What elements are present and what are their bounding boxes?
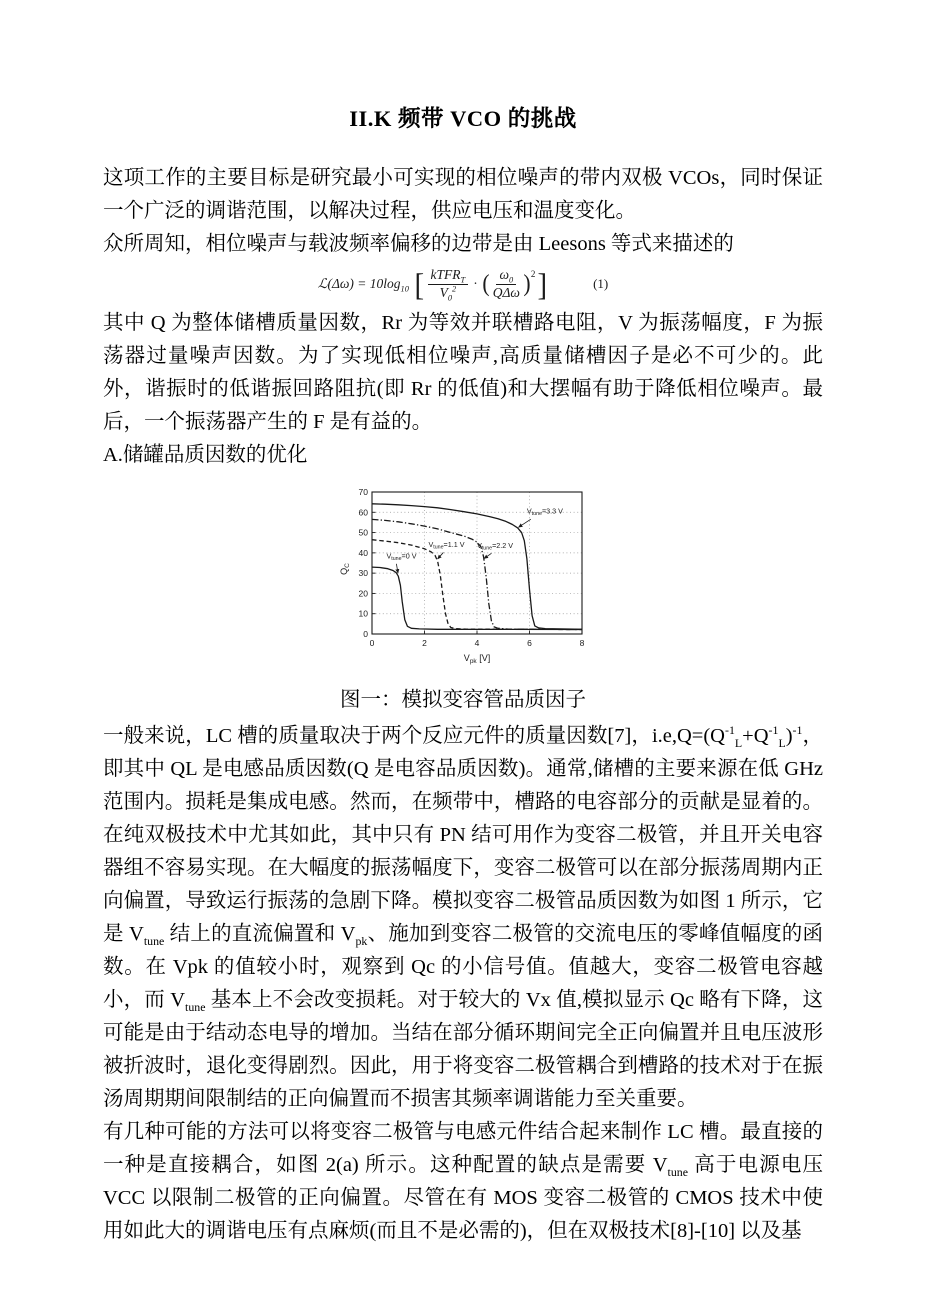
svg-text:0: 0	[369, 638, 375, 648]
svg-text:20: 20	[358, 588, 368, 599]
equation-dot-operator: ·	[473, 276, 478, 291]
svg-text:Vtune=3.3 V: $V_{tune}=3.3$ V	[526, 506, 563, 518]
svg-text:50: 50	[358, 527, 368, 538]
equation-fraction-1	[428, 268, 469, 301]
svg-text:2: 2	[422, 638, 427, 648]
svg-text:40: 40	[358, 547, 368, 558]
equation-body	[318, 268, 549, 301]
document-page	[103, 104, 823, 1248]
equation-exponent: 2	[530, 269, 536, 279]
equation-left-paren: (	[482, 271, 490, 297]
svg-text:Vtune=1.1 V: $V_{tune}=1.1$ V	[428, 540, 465, 551]
svg-text:30: 30	[358, 568, 368, 579]
leeson-equation	[103, 262, 823, 306]
equation-lhs: ℒ(Δω) = $10\log_{10}$	[317, 276, 409, 294]
svg-text:60: 60	[358, 507, 368, 518]
svg-text:10: 10	[358, 608, 368, 619]
paragraph-coupling-methods: 有几种可能的方法可以将变容二极管与电感元件结合起来制作 LC 槽。最直接的一种是直接耦合，如图 2(a) 所示。这种配置的缺点是需要 $V_{tune}$ 高于电源电压 VCC 以限制二极管的正向偏置。尽管在有 MOS 变容二极管的 CMOS 技术中使用如此大的调谐电压有点麻烦(而且不是必需的)，但在双极技术[8]-[10] 以及基	[103, 1121, 823, 1242]
paragraph-where-q: 其中 Q 为整体储槽质量因数，Rr 为等效并联槽路电阻，V 为振荡幅度，F 为振荡器过量噪声因数。为了实现低相位噪声,高质量储槽因子是必不可少的。此外，谐振时的低谐振回路阻抗(即 Rr 的低值)和大摆幅有助于降低相位噪声。最后，一个振荡器产生的 F 是有益的。	[103, 312, 823, 433]
fraction-2-denominator: QΔω	[492, 284, 520, 300]
svg-text:8: 8	[579, 638, 585, 648]
svg-text:0: 0	[363, 629, 368, 639]
paragraph-leeson-intro: 众所周知，相位噪声与载波频率偏移的边带是由 Leesons 等式来描述的	[103, 233, 734, 255]
svg-text:70: 70	[358, 487, 368, 497]
svg-text:4: 4	[474, 638, 480, 648]
svg-text:Vpk [V]: $V_{pk}$ [V]	[463, 653, 491, 665]
figure-1	[332, 484, 594, 717]
fraction-2-numerator: $\omega_0$	[496, 268, 516, 285]
equation-fraction-2	[493, 268, 520, 301]
equation-right-bracket: ]	[537, 266, 548, 302]
page-title: II.K 频带 VCO 的挑战	[349, 106, 577, 131]
fraction-1-denominator: $V_0^2$	[439, 284, 457, 303]
figure-1-caption: 图一：模拟变容管品质因子	[340, 689, 586, 711]
equation-left-bracket: [	[414, 266, 425, 302]
svg-text:Vtune=2.2 V: $V_{tune}=2.2$ V	[477, 541, 514, 552]
svg-text:6: 6	[527, 638, 532, 648]
paragraph-lc-quality: 一般来说，LC 槽的质量取决于两个反应元件的质量因数[7]，$i.e,Q=(Q^{-1}_L+Q^{-1}_L)^{-1}$，即其中 QL 是电感品质因数(Q 是电容品质因数)。通常,储槽的主要来源在低 GHz 范围内。损耗是集成电感。然而，在频带中，槽路的电容部分的贡献是显着的。在纯双极技术中尤其如此，其中只有 PN 结可用作为变容二极管，并且开关电容器组不容易实现。在大幅度的振荡幅度下，变容二极管可以在部分振荡周期内正向偏置，导致运行振荡的急剧下降。模拟变容二极管品质因数为如图 1 所示，它是 $V_{tune}$ 结上的直流偏置和 $V_{pk}$、施加到变容二极管的交流电压的零峰值幅度的函数。在 Vpk 的值较小时，观察到 Qc 的小信号值。值越大，变容二极管电容越小，而 $V_{tune}$ 基本上不会改变损耗。对于较大的 Vx 值,模拟显示 Qc 略有下降，这可能是由于结动态电导的增加。当结在部分循环期间完全正向偏置并且电压波形被折波时，退化变得剧烈。因此，用于将变容二极管耦合到槽路的技术对于在振汤周期期间限制结的正向偏置而不损害其频率调谐能力至关重要。	[103, 723, 824, 1110]
equation-number: (1)	[593, 276, 609, 291]
fraction-1-numerator: kTFR$_T$	[428, 268, 469, 285]
paragraph-intro: 这项工作的主要目标是研究最小可实现的相位噪声的带内双极 VCOs，同时保证一个广泛的调谐范围，以解决过程，供应电压和温度变化。	[103, 167, 823, 222]
equation-right-paren: )	[523, 271, 531, 297]
svg-text:QC: $Q_C$	[339, 563, 351, 575]
svg-text:Vtune=0 V: $V_{tune}=0$ V	[386, 551, 417, 562]
qc-vs-vpk-chart	[337, 484, 589, 674]
section-heading-a: A.储罐品质因数的优化	[103, 444, 308, 466]
